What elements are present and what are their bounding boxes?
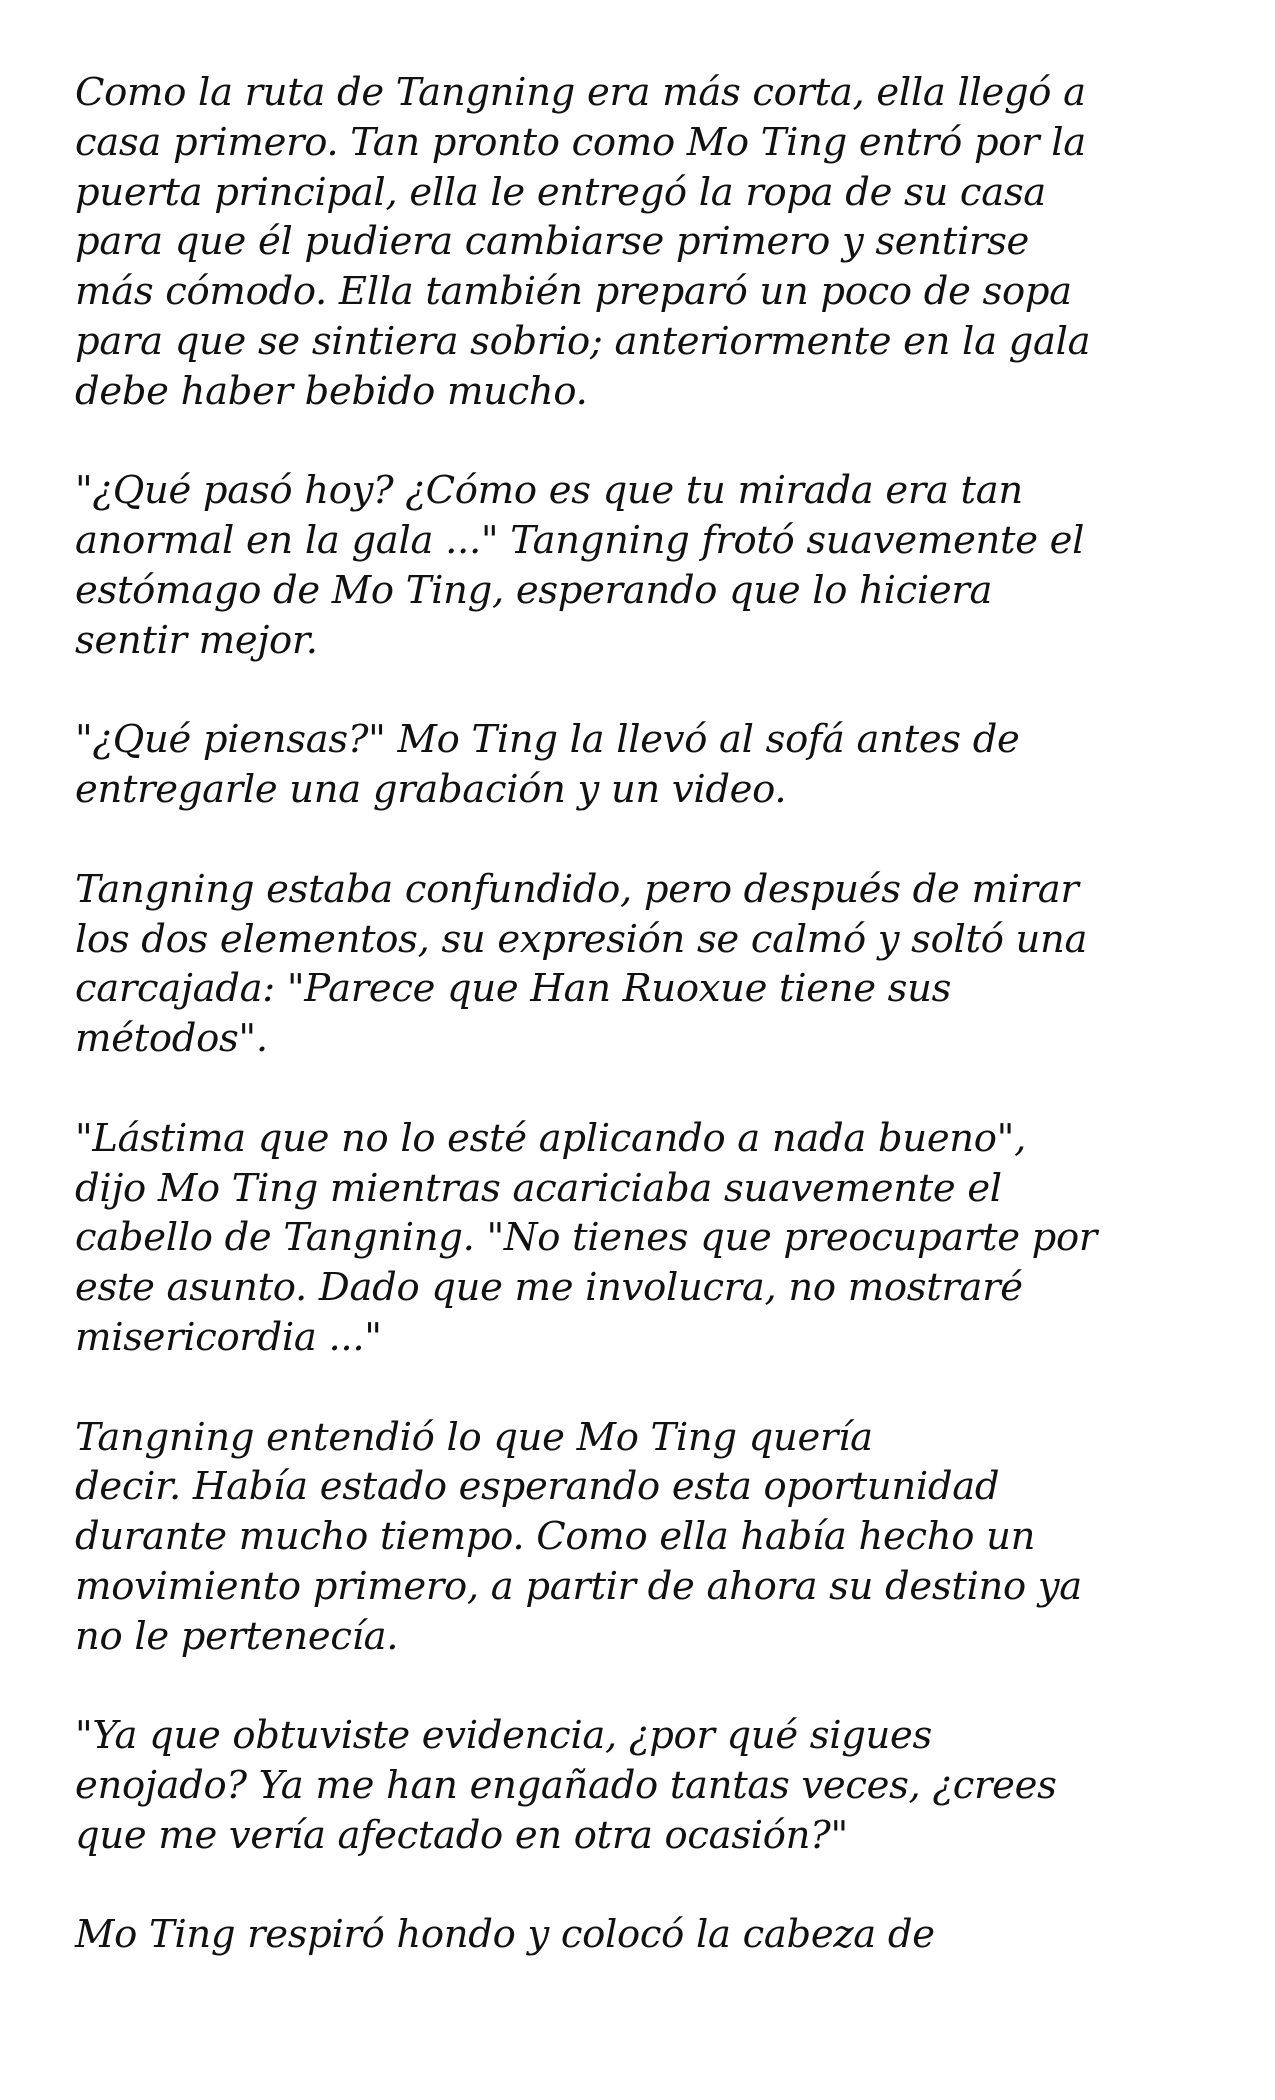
paragraph-2 [75,466,1205,665]
text-line: que me vería afectado en otra ocasión?" [75,1812,848,1858]
text-line: cabello de Tangning. "No tienes que preocuparte por [75,1215,1097,1261]
text-line: movimiento primero, a partir de ahora su destino ya [75,1563,1082,1609]
text-line: casa primero. Tan pronto como Mo Ting entró por la [75,119,1086,165]
paragraph-6 [75,1413,1205,1662]
text-line: estómago de Mo Ting, esperando que lo hiciera [75,567,993,613]
text-line: "Ya que obtuviste evidencia, ¿por qué sigues [75,1713,932,1759]
paragraph-1 [75,68,1205,417]
text-line: "¿Qué pasó hoy? ¿Cómo es que tu mirada era tan [75,468,1023,514]
text-line: más cómodo. Ella también preparó un poco de sopa [75,269,1072,315]
text-line: "Lástima que no lo esté aplicando a nada bueno", [75,1115,1027,1161]
paragraph-3 [75,715,1205,815]
document-body [75,68,1205,1960]
text-line: decir. Había estado esperando esta oportunidad [75,1464,1000,1510]
paragraph-7 [75,1711,1205,1860]
text-line: este asunto. Dado que me involucra, no mostraré [75,1265,1023,1311]
text-line: para que se sintiera sobrio; anteriormente en la gala [75,318,1091,364]
text-line: entregarle una grabación y un video. [75,767,787,813]
text-line: los dos elementos, su expresión se calmó y soltó una [75,916,1088,962]
text-line: enojado? Ya me han engañado tantas veces, ¿crees [75,1763,1057,1809]
text-line: misericordia ..." [75,1314,382,1360]
text-line: sentir mejor. [75,617,318,663]
paragraph-5 [75,1114,1205,1363]
text-line: para que él pudiera cambiarse primero y sentirse [75,219,1030,265]
text-line: no le pertenecía. [75,1613,399,1659]
paragraph-8 [75,1910,1205,1960]
text-line: Tangning estaba confundido, pero después de mirar [75,866,1079,912]
text-line: dijo Mo Ting mientras acariciaba suavemente el [75,1165,1002,1211]
paragraph-4 [75,865,1205,1064]
text-line: Mo Ting respiró hondo y colocó la cabeza de [75,1912,935,1958]
text-line: puerta principal, ella le entregó la ropa de su casa [75,169,1046,215]
text-line: Como la ruta de Tangning era más corta, ella llegó a [75,70,1086,115]
text-line: "¿Qué piensas?" Mo Ting la llevó al sofá antes de [75,717,1020,763]
text-line: debe haber bebido mucho. [75,368,588,414]
text-line: Tangning entendió lo que Mo Ting quería [75,1414,873,1460]
text-line: durante mucho tiempo. Como ella había hecho un [75,1514,1036,1560]
text-line: anormal en la gala ..." Tangning frotó suavemente el [75,518,1085,564]
text-line: métodos". [75,1016,268,1062]
text-line: carcajada: "Parece que Han Ruoxue tiene sus [75,966,952,1012]
